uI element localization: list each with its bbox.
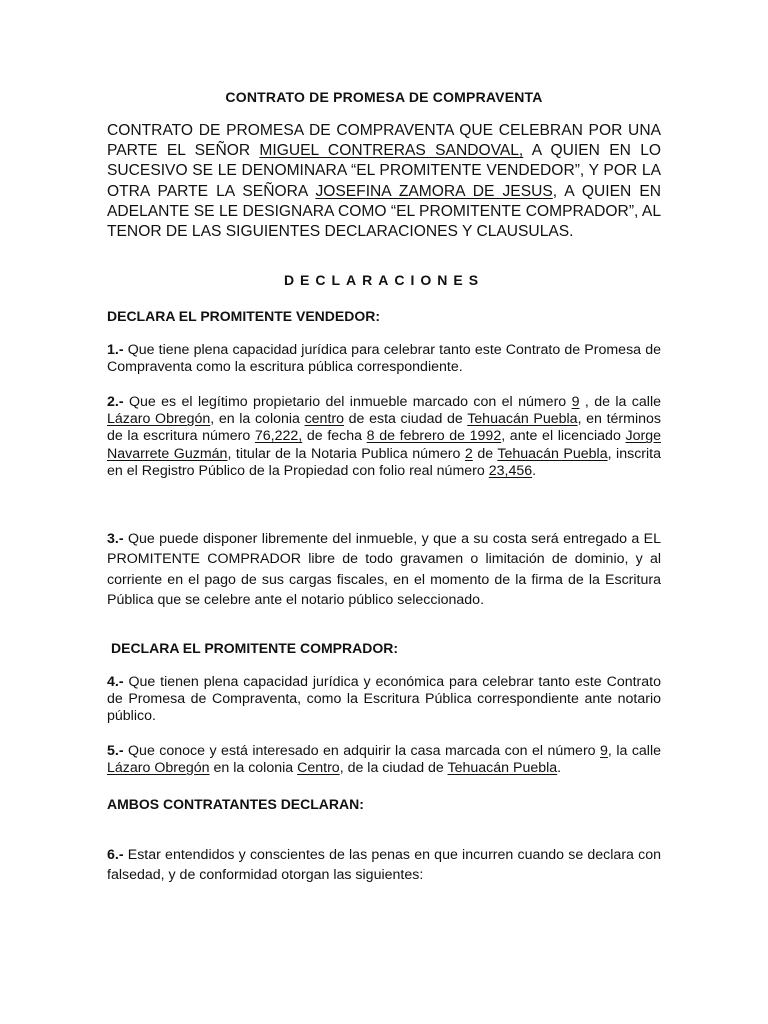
declaration-4 xyxy=(107,674,661,726)
declaration-5-text: . xyxy=(557,760,562,777)
declaration-2-text: , ante el licenciado xyxy=(501,428,626,445)
declaration-5-text: , de la ciudad de xyxy=(339,760,448,777)
house-number: 9 xyxy=(571,394,580,410)
declaration-2-text: de xyxy=(472,445,498,462)
vendor-name: MIGUEL CONTRERAS SANDOVAL, xyxy=(259,142,524,160)
street-name: Lázaro Obregón xyxy=(107,760,210,777)
city-name: Tehuacán Puebla xyxy=(467,411,578,428)
declaration-5-number: 5.- xyxy=(107,743,124,759)
intro-paragraph xyxy=(107,121,661,242)
declaration-2-text: , de la calle xyxy=(579,394,661,410)
declaration-2-text: , inscrita en el Registro Público de la Propiedad con folio real número xyxy=(107,445,661,479)
notary-name: Jorge Navarrete Guzmán xyxy=(107,428,661,462)
notary-number: 2 xyxy=(464,445,473,462)
deed-date: 8 de febrero de 1992 xyxy=(366,428,502,445)
declaration-6-number: 6.- xyxy=(107,847,124,863)
colonia-name: centro xyxy=(304,411,345,428)
colonia-name: Centro xyxy=(297,760,340,777)
declaration-6 xyxy=(107,845,661,886)
document-title: CONTRATO DE PROMESA DE COMPRAVENTA xyxy=(225,89,543,105)
intro-text-3: , A QUIEN EN ADELANTE SE LE DESIGNARA COMO “EL PROMITENTE COMPRADOR”, AL TENOR DE LAS SIGUIENTES DECLARACIONES Y CLAUSULAS. xyxy=(107,182,661,241)
declaration-2-text: de fecha xyxy=(302,428,367,445)
declaration-6-text: Estar entendidos y conscientes de las penas en que incurren cuando se declara con falsedad, y de conformidad otorgan las siguientes: xyxy=(107,847,661,884)
declaration-4-number: 4.- xyxy=(107,674,124,690)
declaration-2-text: , en términos de la escritura número xyxy=(107,411,661,445)
both-parties-heading: AMBOS CONTRATANTES DECLARAN: xyxy=(107,796,364,812)
declaration-2-text: . xyxy=(532,462,537,479)
declaration-2-text: , en la colonia xyxy=(210,411,305,428)
declaration-1-number: 1.- xyxy=(107,342,124,358)
declaration-3-text: Que puede disponer libremente del inmueble, y que a su costa será entregado a EL PROMITENTE COMPRADOR libre de todo gravamen o limitación de dominio, y al corriente en el pago de sus cargas fiscales, en el momento de la firma de la Escritura Pública que se celebre ante el notario público seleccionado. xyxy=(107,531,661,609)
declaration-5 xyxy=(107,743,661,777)
declaration-1 xyxy=(107,342,661,376)
declaration-2-number: 2.- xyxy=(107,394,124,410)
intro-text-1: CONTRATO DE PROMESA DE COMPRAVENTA QUE CELEBRAN POR UNA PARTE EL SEÑOR xyxy=(107,122,661,160)
buyer-heading: DECLARA EL PROMITENTE COMPRADOR: xyxy=(111,640,398,656)
notary-city: Tehuacán Puebla xyxy=(497,445,608,462)
buyer-name: JOSEFINA ZAMORA DE JESUS xyxy=(315,182,553,200)
city-name: Tehuacán Puebla xyxy=(447,760,558,777)
street-name: Lázaro Obregón xyxy=(107,411,211,428)
declaration-2-text: , titular de la Notaria Publica número xyxy=(227,445,465,462)
intro-text-2: A QUIEN EN LO SUCESIVO SE LE DENOMINARA “EL PROMITENTE VENDEDOR”, Y POR LA OTRA PARTE LA SEÑORA xyxy=(107,142,661,200)
declaration-5-text: , la calle xyxy=(607,743,661,759)
deed-number: 76,222, xyxy=(254,428,303,445)
declaration-4-text: Que tienen plena capacidad jurídica y económica para celebrar tanto este Contrato de Promesa de Compraventa, como la Escritura Pública correspondiente ante notario público. xyxy=(107,674,661,725)
declaration-5-text: Que conoce y está interesado en adquirir la casa marcada con el número xyxy=(123,743,601,759)
declaration-3 xyxy=(107,529,661,611)
declaration-2 xyxy=(107,394,661,480)
vendor-heading: DECLARA EL PROMITENTE VENDEDOR: xyxy=(107,308,381,324)
folio-number: 23,456 xyxy=(488,462,533,479)
declaration-2-text: Que es el legítimo propietario del inmueble marcado con el número xyxy=(123,394,572,410)
house-number: 9 xyxy=(600,743,608,759)
declaration-1-text: Que tiene plena capacidad jurídica para celebrar tanto este Contrato de Promesa de Compraventa como la escritura pública correspondiente. xyxy=(107,342,661,376)
declaration-2-text: de esta ciudad de xyxy=(344,411,468,428)
declaraciones-heading: DECLARACIONES xyxy=(283,272,485,288)
declaration-3-number: 3.- xyxy=(107,531,124,547)
declaration-5-text: en la colonia xyxy=(209,760,298,777)
